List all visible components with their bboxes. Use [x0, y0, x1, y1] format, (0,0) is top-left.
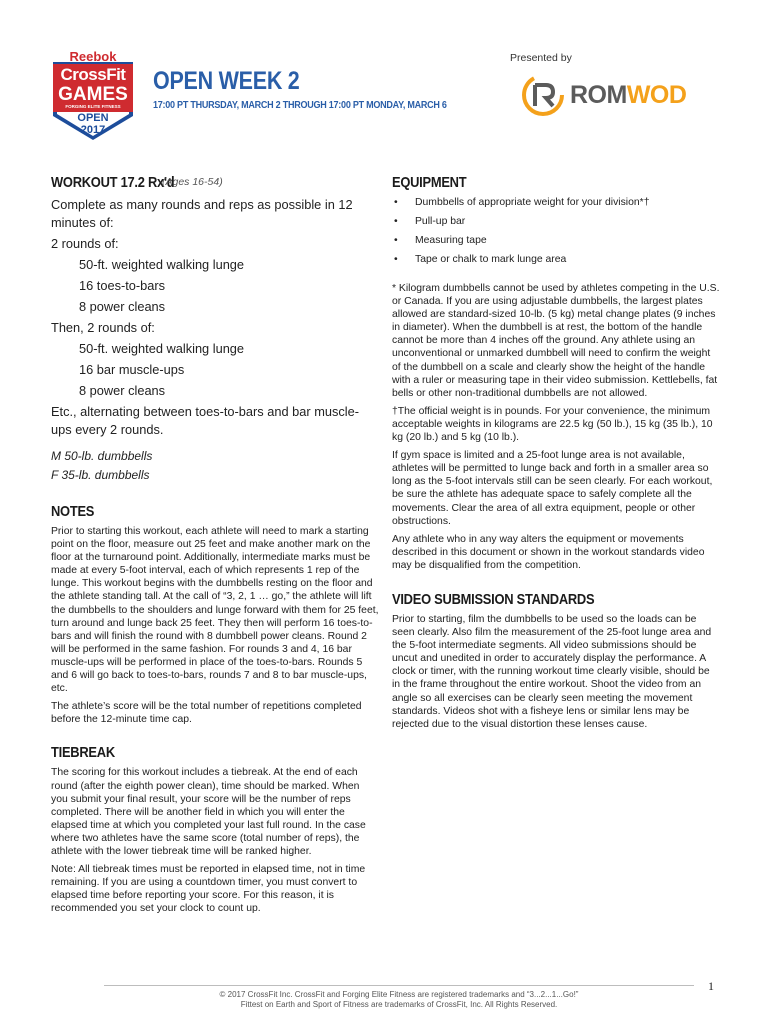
equipment-item: Measuring tape — [415, 235, 487, 246]
workout-ages: (Ages 16-54) — [162, 176, 223, 188]
women-weight: F 35-lb. dumbbells — [51, 468, 150, 482]
block1-item: 50-ft. weighted walking lunge — [79, 257, 245, 272]
block1-label: 2 rounds of: — [51, 236, 119, 251]
list-item — [392, 212, 720, 231]
footer-copyright — [104, 990, 694, 1010]
list-item — [392, 231, 720, 250]
romwod-text-rom: ROM — [570, 81, 627, 109]
notes-title: NOTES — [51, 503, 95, 520]
logo-brand: Reebok — [69, 49, 117, 64]
equipment-item: Pull-up bar — [415, 216, 466, 227]
logo-crossfit: CrossFit — [60, 65, 126, 84]
equipment-paragraph: * Kilogram dumbbells cannot be used by athletes competing in the U.S. or Canada. If you are using adjustable dumbbells, the largest plates allowed are standard-sized 10-lb. (5 kg) metal change plates (9 inches in diameter). When the dumbbell is at rest, the bottom of the handle cannot be more than 4 inches off the ground. Any athlete using an unconventional or unmarked dumbbell will need to confirm the weight of the dumbbell on a scale and clearly show the height of the handle with a ruler or measuring tape in their video submission. Kettlebells, fat bells or other non-traditional dumbbells are not allowed. — [392, 283, 720, 399]
video-standards-title: VIDEO SUBMISSION STANDARDS — [392, 590, 595, 608]
bullet-icon: • — [394, 216, 398, 227]
equipment-paragraph: If gym space is limited and a 25-foot lunge area is not available, athletes will be permitted to lunge back and forth in a smaller area so long as the 5-foot intervals still can be seen clearly. For each workout, be sure the athlete has adequate space to safely complete all the movements. Clear the area of all extra equipment, people or other obstructions. — [392, 450, 713, 527]
equipment-paragraph: Any athlete who in any way alters the equipment or movements described in this document or shown in the workout standards video may be disqualified from the competition. — [392, 533, 705, 571]
left-column — [51, 174, 379, 915]
logo-tagline: FORGING ELITE FITNESS — [65, 104, 121, 109]
block2-item: 50-ft. weighted walking lunge — [79, 341, 245, 356]
equipment-title: EQUIPMENT — [392, 174, 467, 191]
logo-games: GAMES — [58, 84, 128, 105]
workout-etc: Etc., alternating between toes-to-bars and bar muscle-ups every 2 rounds. — [51, 404, 359, 437]
workout-intro: Complete as many rounds and reps as possible in 12 minutes of: — [51, 197, 353, 230]
list-item — [392, 193, 720, 212]
presented-by-label: Presented by — [510, 52, 572, 64]
bullet-icon: • — [394, 197, 398, 208]
list-item — [392, 250, 720, 269]
tiebreak-paragraph: The scoring for this workout includes a tiebreak. At the end of each round (after the eighth power clean), time should be marked. When you submit your final result, your score will be the number of reps completed. There will be another field in which you will enter the elapsed time at which you completed your last full round. In the case where two athletes have the same score (total number of reps), the athlete with the lower tiebreak time will be ranked higher. — [51, 767, 366, 857]
logo-open: OPEN — [77, 112, 109, 124]
workout-heading — [51, 174, 379, 196]
footer-line: © 2017 CrossFit Inc. CrossFit and Forging Elite Fitness are registered trademarks and “3...2...1...Go!” — [219, 990, 579, 999]
footer-line: Fittest on Earth and Sport of Fitness are trademarks of CrossFit, Inc. All Rights Reserved. — [240, 1000, 558, 1009]
workout-title: WORKOUT 17.2 Rx'd — [51, 174, 175, 191]
block2-item: 8 power cleans — [79, 383, 166, 398]
romwod-logo — [522, 74, 712, 116]
block1-item: 16 toes-to-bars — [79, 278, 166, 293]
equipment-paragraph: †The official weight is in pounds. For your convenience, the minimum acceptable weights in kilograms are 22.5 kg (50 lb.), 15 kg (35 lb.), 10 kg (20 lb.) and 5 kg (10 lb.). — [392, 405, 713, 444]
notes-paragraph: Prior to starting this workout, each athlete will need to mark a starting point on the floor, measure out 25 feet and make another mark on the floor at the turnaround point. Additionally, intermediate marks must be made at every 5-foot interval, each of which represents 1 rep of the lunge. This workout begins with the dumbbells resting on the floor and the athlete standing tall. At the call of “3, 2, 1 … go,” the athlete will lift the dumbbells to the shoulders and lunge forward with them for 25 feet, turn around and lunge back 25 feet. They then will perform 16 toes-to-bars and will finish the round with 8 dumbbell power cleans. Round 2 will be performed in the same fashion. For rounds 3 and 4, 16 bar muscle-ups will be performed in place of the toes-to-bars. Rounds 5 and 6 will go back to toes-to-bars, rounds 7 and 8 to bar muscle-ups, etc. — [51, 526, 379, 695]
video-paragraph: Prior to starting, film the dumbbells to be used so the loads can be seen clearly. Also film the measurement of the 25-foot lunge area and the 5-foot intermediate segments. All video submissions should be uncut and unedited in order to accurately display the performance. A clock or timer, with the running workout time clearly visible, should be in the frame throughout the entire workout. Shoot the video from an angle so all exercises can be clearly seen meeting the movement standards. Videos shot with a fisheye lens or similar lens may be rejected due to the visual distortion these lenses cause. — [392, 613, 712, 730]
footer-rule — [104, 985, 694, 986]
crossfit-games-logo — [50, 50, 136, 142]
block2-item: 16 bar muscle-ups — [79, 362, 185, 377]
block2-label: Then, 2 rounds of: — [51, 320, 155, 335]
equipment-list — [392, 193, 720, 269]
page-title: OPEN WEEK 2 — [153, 67, 300, 95]
page-number: 1 — [708, 979, 714, 993]
equipment-item: Tape or chalk to mark lunge area — [415, 254, 567, 265]
men-weight: M 50-lb. dumbbells — [51, 449, 153, 463]
bullet-icon: • — [394, 254, 398, 265]
tiebreak-title: TIEBREAK — [51, 744, 115, 762]
romwod-text-wod: WOD — [626, 81, 687, 109]
right-column — [392, 174, 720, 731]
event-dates: 17:00 PT THURSDAY, MARCH 2 THROUGH 17:00 PT MONDAY, MARCH 6 — [153, 99, 447, 111]
block1-item: 8 power cleans — [79, 299, 166, 314]
romwod-mark-icon — [522, 74, 564, 116]
notes-paragraph: The athlete’s score will be the total number of repetitions completed before the 12-minute time cap. — [51, 701, 362, 726]
tiebreak-paragraph: Note: All tiebreak times must be reported in elapsed time, not in time remaining. If you are using a countdown timer, you must convert to elapsed time before reporting your score. For this reason, it is recommended you set your clock to count up. — [51, 864, 366, 915]
logo-year: 2017 — [80, 124, 106, 136]
bullet-icon: • — [394, 235, 398, 246]
equipment-item: Dumbbells of appropriate weight for your division*† — [415, 197, 650, 208]
